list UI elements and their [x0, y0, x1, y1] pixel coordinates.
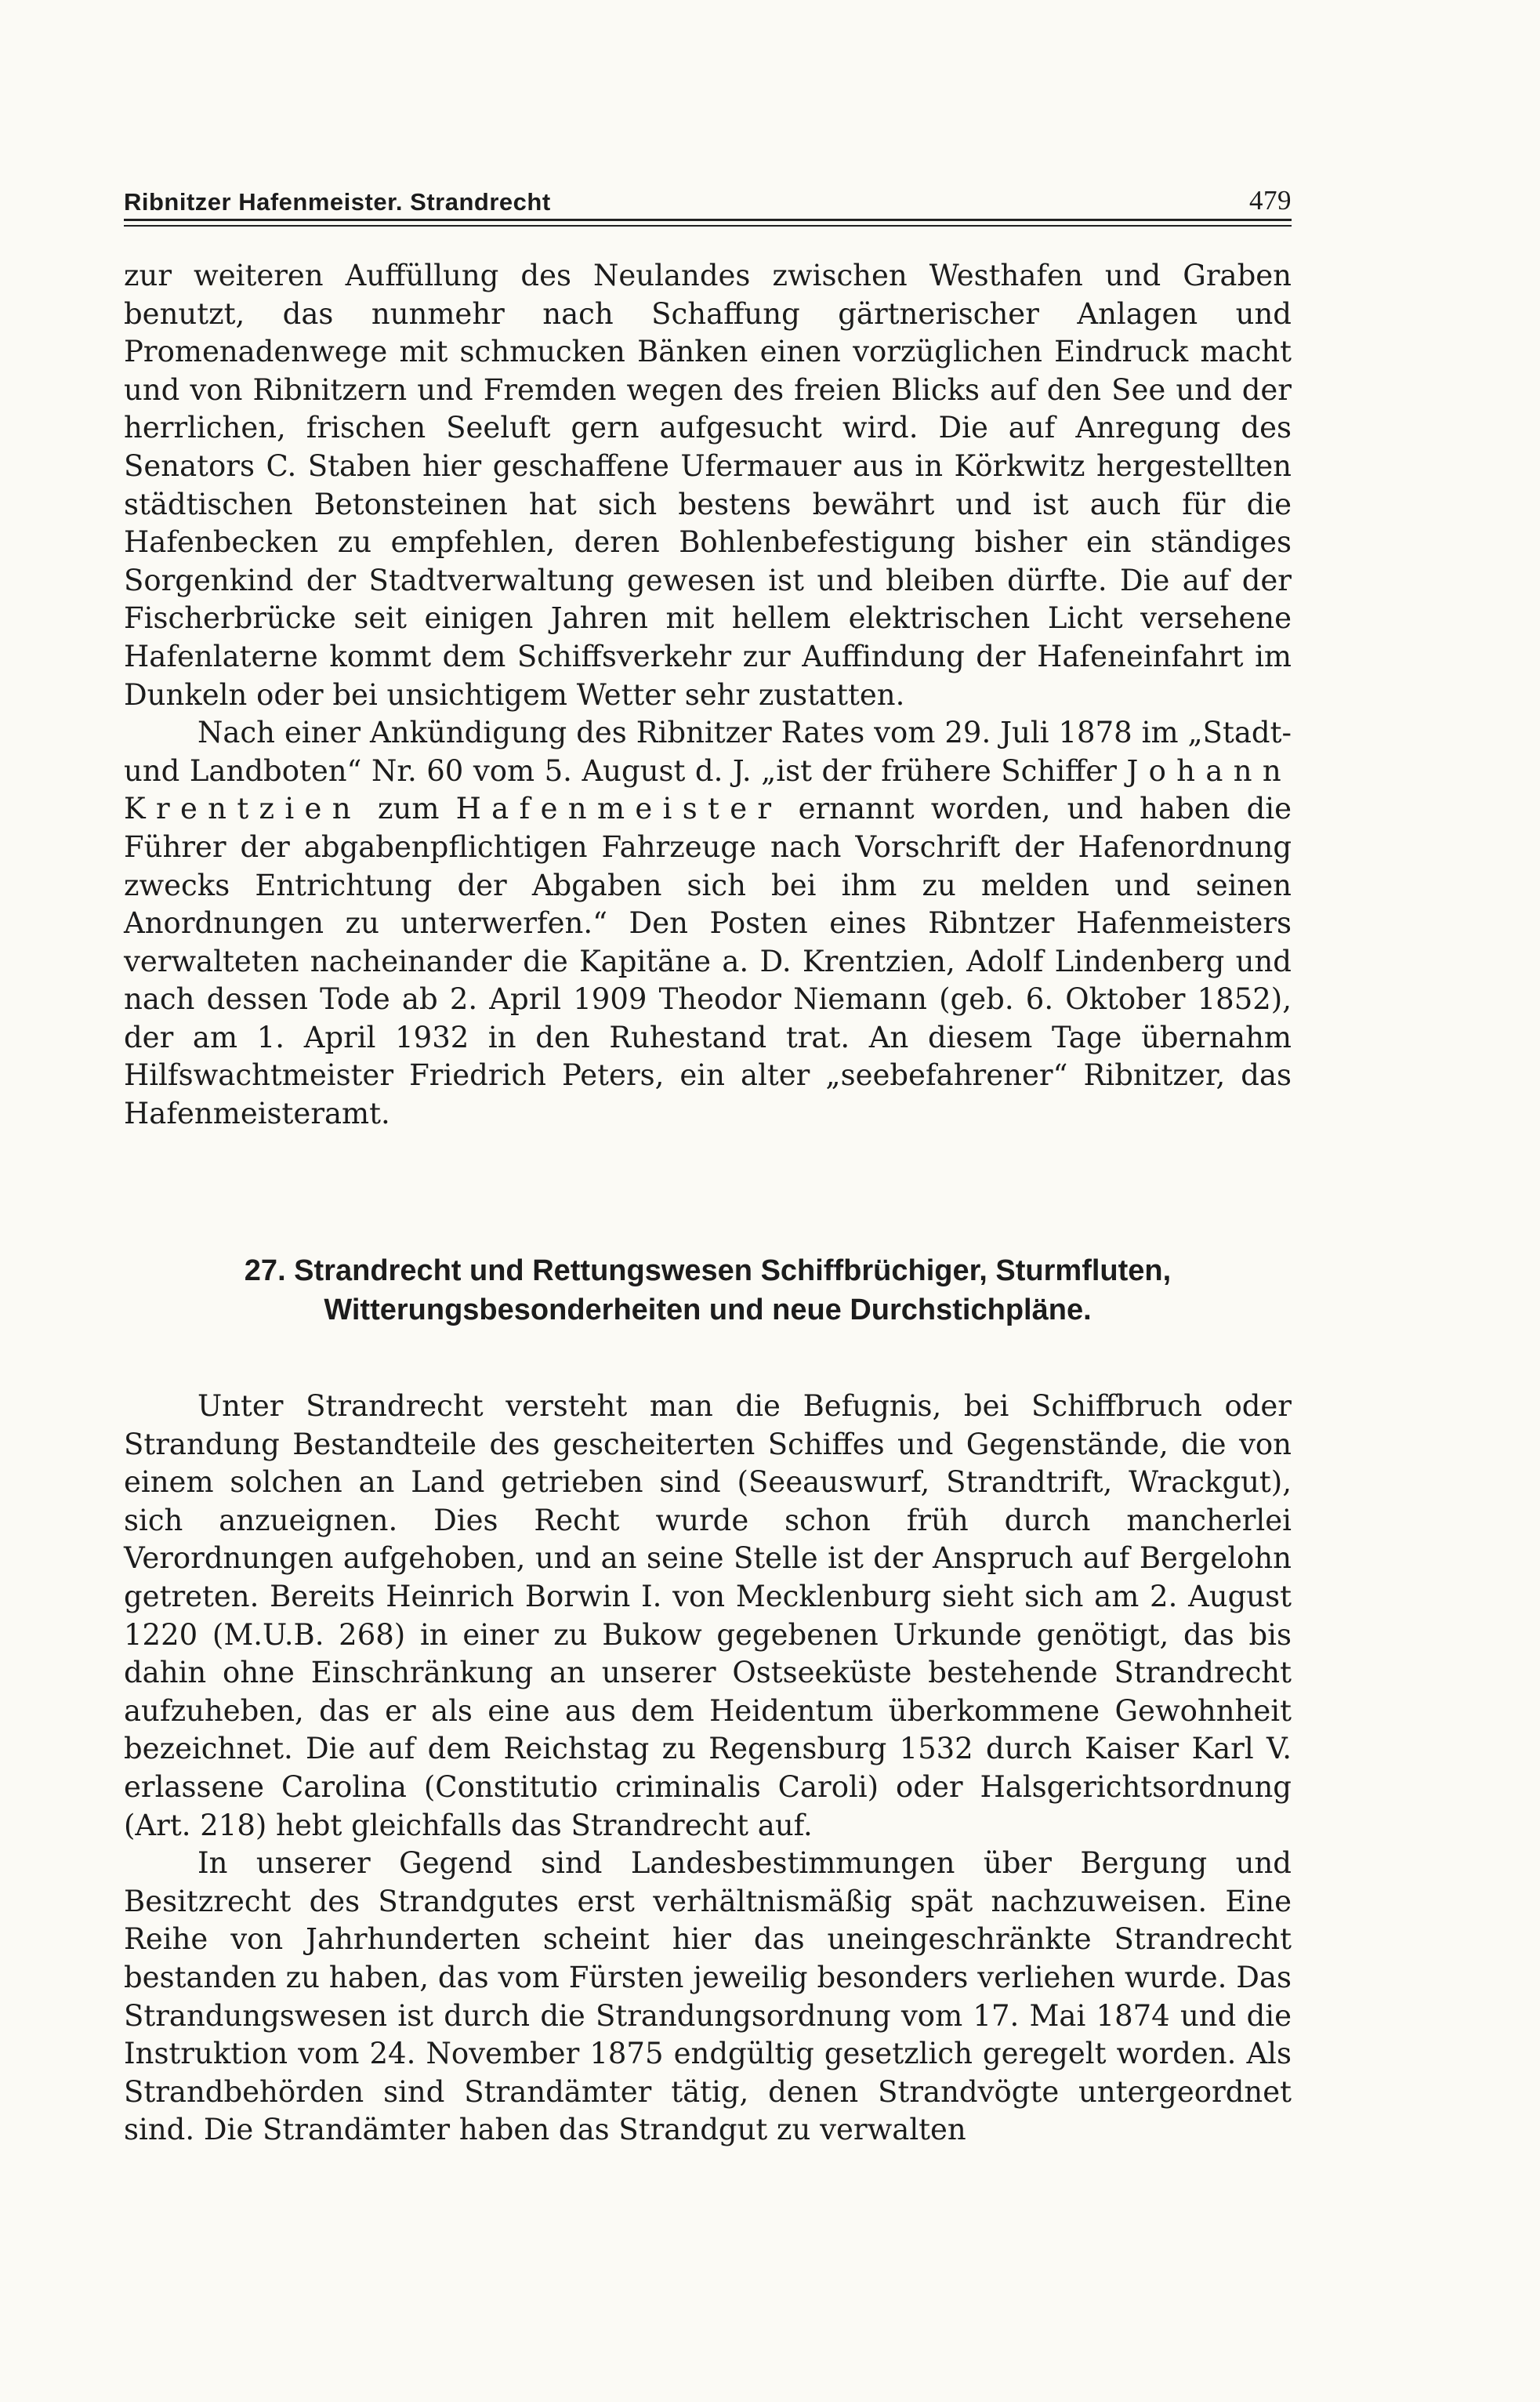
section-heading-line-1: 27. Strandrecht und Rettungswesen Schiffbrüchiger, Sturmfluten, [244, 1254, 1172, 1287]
paragraph-strandrecht-2: In unserer Gegend sind Landesbestimmungen über Bergung und Besitzrecht des Strandgutes erst verhältnismäßig spät nachzuweisen. Eine Reihe von Jahrhunderten scheint hier das uneingeschränkte Strandrecht bestanden zu haben, das vom Fürsten jeweilig besonders verliehen wurde. Das Strandungswesen ist durch die Strandungsordnung vom 17. Mai 1874 und die Instruktion vom 24. November 1875 endgültig gesetzlich geregelt worden. Als Strandbehörden sind Strandämter tätig, denen Strandvögte untergeordnet sind. Die Strandämter haben das Strandgut zu verwalten [124, 1846, 1292, 2147]
paragraph-harbor-2-part-a: Nach einer Ankündigung des Ribnitzer Rates vom 29. Juli 1878 im „Stadt- und Landboten“ Nr. 60 vom 5. August d. J. „ist der frühere Schiffer [124, 716, 1292, 788]
spaced-title-hafenmeister: Hafenmeister [455, 792, 782, 826]
section-heading [124, 1251, 1292, 1330]
running-head-title: Ribnitzer Hafenmeister. Strandrecht [124, 188, 551, 216]
paragraph-harbor-2-part-c: ernannt worden, und haben die Führer der abgabenpflichtigen Fahrzeuge nach Vorschrift der Hafenordnung zwecks Entrichtung der Abgaben sich bei ihm zu melden und seinen Anordnungen zu unterwerfen.“ Den Posten eines Ribntzer Hafenmeisters verwalteten nacheinander die Kapitäne a. D. Krentzien, Adolf Lindenberg und nach dessen Tode ab 2. April 1909 Theodor Niemann (geb. 6. Oktober 1852), der am 1. April 1932 in den Ruhestand trat. An diesem Tage übernahm Hilfswachtmeister Friedrich Peters, ein alter „seebefahrener“ Ribnitzer, das Hafenmeisteramt. [124, 792, 1292, 1131]
section-heading-line-2: Witterungsbesonderheiten und neue Durchstichpläne. [324, 1294, 1092, 1326]
spaced-name-krentzien: Johann Krentzien [124, 753, 1292, 826]
section-strandrecht-text [124, 1388, 1292, 2150]
header-rule-bottom [124, 225, 1292, 227]
header-rule-top [124, 219, 1292, 221]
section-harbor-text [124, 257, 1292, 1134]
running-head [124, 176, 1292, 216]
page-number: 479 [1249, 185, 1292, 216]
paragraph-strandrecht-1: Unter Strandrecht versteht man die Befugnis, bei Schiffbruch oder Strandung Bestandteile des gescheiterten Schiffes und Gegenstände, die von einem solchen an Land getrieben sind (Seeauswurf, Strandtrift, Wrackgut), sich anzueignen. Dies Recht wurde schon früh durch mancherlei Verordnungen aufgehoben, und an seine Stelle ist der Anspruch auf Bergelohn getreten. Bereits Heinrich Borwin I. von Mecklenburg sieht sich am 2. August 1220 (M.U.B. 268) in einer zu Bukow gegebenen Urkunde genötigt, das bis dahin ohne Einschränkung an unserer Ostseeküste bestehende Strandrecht aufzuheben, das er als eine aus dem Heidentum überkommene Gewohnheit bezeichnet. Die auf dem Reichstag zu Regensburg 1532 durch Kaiser Karl V. erlassene Carolina (Constitutio criminalis Caroli) oder Halsgerichtsordnung (Art. 218) hebt gleichfalls das Strandrecht auf. [124, 1389, 1292, 1842]
paragraph-harbor-2-part-b: zum [378, 792, 440, 826]
paragraph-harbor-2 [124, 714, 1292, 1134]
paragraph-harbor-1: zur weiteren Auffüllung des Neulandes zwischen Westhafen und Graben benutzt, das nunmehr nach Schaffung gärtnerischer Anlagen und Promenadenwege mit schmucken Bänken einen vorzüglichen Eindruck macht und von Ribnitzern und Fremden wegen des freien Blicks auf den See und der herrlichen, frischen Seeluft gern aufgesucht wird. Die auf Anregung des Senators C. Staben hier geschaffene Ufermauer aus in Körkwitz hergestellten städtischen Betonsteinen hat sich bestens bewährt und ist auch für die Hafenbecken zu empfehlen, deren Bohlenbefestigung bisher ein ständiges Sorgenkind der Stadtverwaltung gewesen ist und bleiben dürfte. Die auf der Fischerbrücke seit einigen Jahren mit hellem elektrischen Licht versehene Hafenlaterne kommt dem Schiffsverkehr zur Auffindung der Hafeneinfahrt im Dunkeln oder bei unsichtigem Wetter sehr zustatten. [124, 259, 1292, 712]
